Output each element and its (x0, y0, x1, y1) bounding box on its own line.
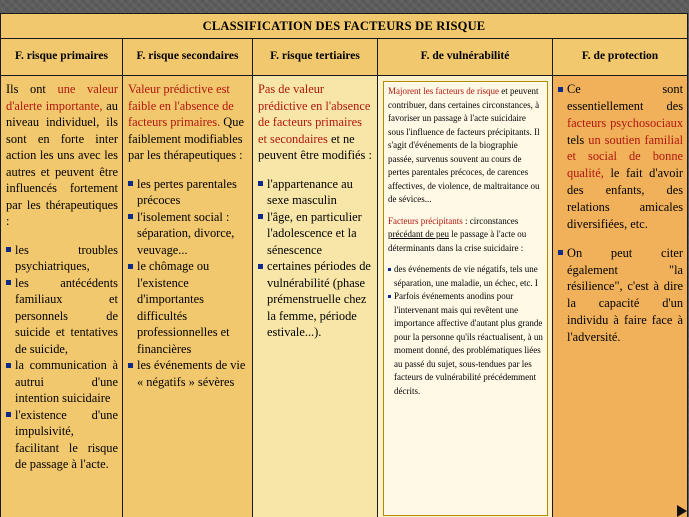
list-item: l'appartenance au sexe masculin (258, 176, 373, 209)
list-item: les pertes parentales précoces (128, 176, 248, 209)
vulnerability-textbox (383, 81, 548, 516)
precipitating-intro: Facteurs précipitants : circonstances précédant de peu le passage à l'acte ou déterminants dans la crise suicidaire : (388, 215, 527, 253)
header-secondary: F. risque secondaires (123, 39, 253, 76)
vulnerability-list (388, 263, 544, 398)
secondary-list (128, 176, 248, 391)
header-primary: F. risque primaires (1, 39, 123, 76)
primary-factors-cell (1, 76, 123, 517)
risk-factor-table (0, 13, 688, 517)
list-item: certaines périodes de vulnérabilité (phase prémenstruelle chez la femme, période estivale...). (258, 258, 373, 341)
primary-intro: Ils ont une valeur d'alerte importante, au niveau individuel, ils sont en forte inter action les uns avec les autres et peuvent être influencés fortement par les thérapeutiques : (6, 82, 119, 228)
list-item: l'existence d'une impulsivité, facilitant le risque de passage à l'acte. (6, 407, 118, 473)
protection-list (558, 81, 683, 346)
list-item: des événements de vie négatifs, tels une séparation, une maladie, un échec, etc. I (388, 263, 544, 290)
header-vulnerability: F. de vulnérabilité (378, 39, 553, 76)
tertiary-list (258, 176, 373, 341)
tertiary-intro: Pas de valeur prédictive en l'absence de facteurs primaires et secondaires et ne peuvent être modifiés : (258, 82, 372, 162)
protection-factors-cell (553, 76, 688, 517)
list-item: les troubles psychiatriques, (6, 242, 118, 275)
next-slide-arrow-icon[interactable] (677, 505, 687, 517)
header-tertiary: F. risque tertiaires (253, 39, 378, 76)
vulnerability-intro: Majorent les facteurs de risque et peuvent contribuer, dans certaines circonstances, à favoriser un passage à l'acte suicidaire sous l'influence de facteurs précipitants. Il s'agit d'événements de la biographie passée, survenus souvent au cours de pertes parentales précoces, de carences affectives, de violence, de maltraitance ou de sévices... (388, 86, 540, 204)
secondary-factors-cell (123, 76, 253, 517)
header-protection: F. de protection (553, 39, 688, 76)
list-item: la communication à autrui d'une intention suicidaire (6, 357, 118, 407)
list-item: Parfois événements anodins pour l'intervenant mais qui revêtent une importance affective d'autant plus grande pour la personne qu'ils réactualisent, à un moment donné, des problématiques liées au passé du sujet, sous-tendues par les facteurs de vulnérabilité précédemment décrits. (388, 290, 544, 398)
list-item: l'isolement social : séparation, divorce, veuvage... (128, 209, 248, 259)
secondary-intro: Valeur prédictive est faible en l'absence de facteurs primaires. Que faiblement modifiables par les thérapeutiques : (128, 82, 244, 162)
list-item: On peut citer également "la résilience", c'est à dire la capacité d'un individu à faire face à l'adversité. (558, 245, 683, 346)
list-item: Ce sont essentiellement des facteurs psychosociaux tels un soutien familial et social de bonne qualité, le fait d'avoir des enfants, des relations amicales diversifiées, etc. (558, 81, 683, 233)
list-item: le chômage ou l'existence d'importantes difficultés professionnelles et financières (128, 258, 248, 357)
primary-list (6, 242, 118, 473)
tertiary-factors-cell (253, 76, 378, 517)
table-title: CLASSIFICATION DES FACTEURS DE RISQUE (1, 14, 688, 39)
vulnerability-factors-cell (378, 76, 553, 517)
list-item: l'âge, en particulier l'adolescence et la sénescence (258, 209, 373, 259)
list-item: les événements de vie « négatifs » sévères (128, 357, 248, 390)
list-item: les antécédents familiaux et personnels de suicide et tentatives de suicide, (6, 275, 118, 358)
